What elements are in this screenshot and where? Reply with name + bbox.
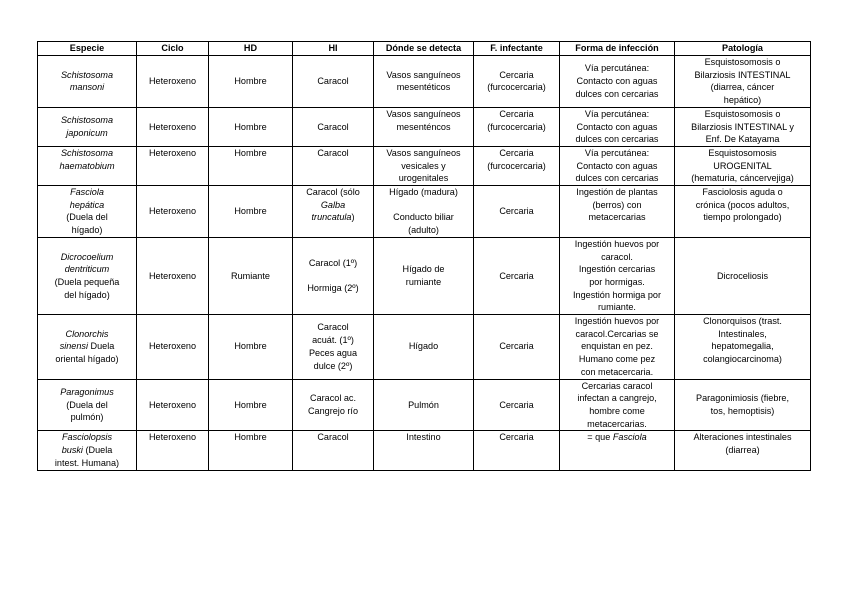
header-hd: HD xyxy=(209,42,293,56)
cell-line: Hormiga (2º) xyxy=(307,283,359,294)
cell-line: Cercarias caracol xyxy=(581,380,653,391)
cell-hi xyxy=(293,315,374,380)
cell-especie xyxy=(38,315,137,380)
cell-patologia: Dicroceliosis xyxy=(675,237,811,314)
cell-forma xyxy=(560,237,675,314)
cell-forma xyxy=(560,56,675,108)
species-name: Fasciola xyxy=(612,432,647,443)
cell-line: crónica (pocos adultos, xyxy=(695,199,790,210)
cell-especie xyxy=(38,237,137,314)
header-especie: Especie xyxy=(38,42,137,56)
cell-line: Contacto con aguas xyxy=(576,76,658,87)
cell-donde xyxy=(374,186,474,238)
cell-line: por hormigas. xyxy=(589,276,645,287)
cell-line: Vía percutánea: xyxy=(584,108,650,119)
species-name: Galba xyxy=(320,199,346,210)
species-common-name: pulmón) xyxy=(70,412,104,423)
cell-line: Vasos sanguíneos xyxy=(386,69,461,80)
cell-hi xyxy=(293,237,374,314)
cell-ciclo: Heteroxeno xyxy=(137,315,209,380)
cell-hd: Hombre xyxy=(209,107,293,146)
cell-line: Hígado de xyxy=(402,264,445,275)
cell-line: enquistan en pez. xyxy=(581,341,653,352)
species-name: buski xyxy=(61,445,83,456)
cell-line: Conducto biliar xyxy=(393,212,454,223)
table-row xyxy=(38,186,811,238)
species-common-name: (Duela xyxy=(82,445,113,456)
cell-hd: Hombre xyxy=(209,146,293,185)
cell-line: Esquistosomosis o xyxy=(704,57,781,67)
cell-hi xyxy=(293,186,374,238)
cell-line: (diarrea) xyxy=(725,445,760,456)
cell-line: acuát. (1º) xyxy=(312,335,354,346)
species-common-name: (Duela del xyxy=(66,212,108,223)
cell-line: mesentéticos xyxy=(396,82,451,93)
species-common-name: hígado) xyxy=(71,225,103,236)
cell-hd: Hombre xyxy=(209,56,293,108)
spacer xyxy=(375,199,472,212)
cell-line: urogenitales xyxy=(398,173,449,184)
cell-forma xyxy=(560,186,675,238)
species-name: truncatula xyxy=(311,212,352,223)
species-common-name: del hígado) xyxy=(64,289,110,300)
cell-f-infectante xyxy=(474,107,560,146)
cell-donde: Pulmón xyxy=(374,379,474,431)
header-ciclo: Ciclo xyxy=(137,42,209,56)
cell-line: UROGENITAL xyxy=(713,160,772,171)
cell-especie xyxy=(38,107,137,146)
cell-line: Clonorquisos (trast. xyxy=(703,316,782,327)
cell-hi: Caracol xyxy=(293,107,374,146)
cell-line: Hígado (madura) xyxy=(389,187,458,198)
cell-line: metacercarias. xyxy=(587,418,647,429)
cell-line: dulces con cercarias xyxy=(575,173,659,184)
cell-patologia xyxy=(675,315,811,380)
table-row xyxy=(38,237,811,314)
cell-line: tos, hemoptisis) xyxy=(710,405,775,416)
cell-f-infectante: Cercaria xyxy=(474,237,560,314)
cell-donde xyxy=(374,146,474,185)
cell-ciclo: Heteroxeno xyxy=(137,431,209,470)
table-row xyxy=(38,431,811,470)
species-name: Dicrocoelium xyxy=(60,251,114,262)
cell-line: Cercaria xyxy=(499,147,534,158)
cell-especie xyxy=(38,379,137,431)
cell-line: Caracol ac. xyxy=(310,393,356,404)
cell-hd: Hombre xyxy=(209,379,293,431)
cell-line: Vasos sanguíneos xyxy=(386,147,461,158)
spacer xyxy=(294,270,372,283)
species-name: haematobium xyxy=(59,160,115,171)
species-name: mansoni xyxy=(69,82,105,93)
species-name: hepática xyxy=(69,199,105,210)
cell-ciclo: Heteroxeno xyxy=(137,56,209,108)
species-name: Paragonimus xyxy=(60,386,114,397)
cell-especie xyxy=(38,146,137,185)
cell-line: Vía percutánea: xyxy=(584,147,650,158)
cell-ciclo: Heteroxeno xyxy=(137,107,209,146)
parasite-table xyxy=(37,41,811,471)
species-name: Fasciola xyxy=(70,187,104,198)
cell-line: (furcocercaria) xyxy=(487,121,546,132)
species-name: japonicum xyxy=(66,127,108,138)
cell-line: rumiante. xyxy=(598,302,636,313)
cell-line: hepatomegalia, xyxy=(711,341,774,352)
cell-line: vesicales y xyxy=(401,160,446,171)
cell-donde: Hígado xyxy=(374,315,474,380)
cell-line: tiempo prolongado) xyxy=(703,212,782,223)
cell-line: infectan a cangrejo, xyxy=(577,393,657,404)
cell-line: Ingestión huevos por xyxy=(574,316,660,327)
cell-ciclo: Heteroxeno xyxy=(137,146,209,185)
cell-ciclo: Heteroxeno xyxy=(137,379,209,431)
cell-line: Cercaria xyxy=(499,108,534,119)
cell-line xyxy=(39,340,135,353)
cell-line: rumiante xyxy=(405,276,442,287)
cell-patologia xyxy=(675,146,811,185)
cell-f-infectante: Cercaria xyxy=(474,315,560,380)
cell-line: Peces agua xyxy=(308,347,358,358)
species-name: Schistosoma xyxy=(60,69,114,80)
cell-hi: Caracol xyxy=(293,146,374,185)
cell-f-infectante: Cercaria xyxy=(474,186,560,238)
cell-especie xyxy=(38,56,137,108)
cell-line: Ingestión hormiga por xyxy=(573,289,661,300)
cell-donde xyxy=(374,237,474,314)
cell-line: Cercaria xyxy=(499,69,534,80)
header-patologia: Patología xyxy=(675,42,811,56)
cell-text: = que xyxy=(587,432,613,443)
cell-hd: Rumiante xyxy=(209,237,293,314)
cell-hd: Hombre xyxy=(209,315,293,380)
cell-line: Contacto con aguas xyxy=(576,160,658,171)
cell-line: Vía percutánea: xyxy=(584,63,650,74)
cell-line: Caracol xyxy=(317,322,349,333)
cell-line: Intestinales, xyxy=(718,328,767,339)
cell-line: Vasos sanguíneos xyxy=(386,108,461,119)
cell-line: Esquistosomosis xyxy=(708,147,777,158)
cell-hi xyxy=(293,379,374,431)
cell-hd: Hombre xyxy=(209,431,293,470)
cell-forma xyxy=(560,315,675,380)
cell-line: caracol.Cercarias se xyxy=(575,328,659,339)
cell-line: (hematuria, cáncervejiga) xyxy=(691,173,794,184)
species-common-name: (Duela del xyxy=(66,399,108,410)
table-row xyxy=(38,379,811,431)
cell-line: Bilarziosis INTESTINAL y xyxy=(691,121,794,132)
cell-line: (adulto) xyxy=(408,225,439,236)
cell-line xyxy=(39,444,135,457)
species-name: Fasciolopsis xyxy=(61,432,113,443)
species-common-name: oriental hígado) xyxy=(55,354,119,365)
cell-line: Alteraciones intestinales xyxy=(693,432,792,443)
cell-line: Contacto con aguas xyxy=(576,121,658,132)
cell-patologia xyxy=(675,107,811,146)
cell-line: mesenténcos xyxy=(396,121,451,132)
cell-patologia xyxy=(675,431,811,470)
cell-ciclo: Heteroxeno xyxy=(137,186,209,238)
table-row xyxy=(38,107,811,146)
cell-patologia xyxy=(675,379,811,431)
header-donde: Dónde se detecta xyxy=(374,42,474,56)
cell-line: hombre come xyxy=(589,405,645,416)
header-hi: HI xyxy=(293,42,374,56)
cell-line xyxy=(294,211,372,224)
cell-line: dulce (2º) xyxy=(313,360,353,371)
cell-line: Caracol (1º) xyxy=(308,257,358,268)
species-name: Clonorchis xyxy=(65,328,109,339)
species-common-name: (Duela pequeña xyxy=(54,276,120,287)
cell-line: Ingestión huevos por xyxy=(574,238,660,249)
cell-especie xyxy=(38,431,137,470)
cell-text: ) xyxy=(351,212,355,223)
cell-line: (furcocercaria) xyxy=(487,82,546,93)
cell-especie xyxy=(38,186,137,238)
cell-patologia xyxy=(675,186,811,238)
table-row xyxy=(38,56,811,108)
cell-donde xyxy=(374,56,474,108)
cell-forma xyxy=(560,431,675,470)
species-name: Schistosoma xyxy=(60,115,114,126)
cell-donde: Intestino xyxy=(374,431,474,470)
cell-line: metacercarias xyxy=(588,212,646,223)
cell-forma xyxy=(560,379,675,431)
cell-line: Cangrejo río xyxy=(307,405,359,416)
cell-line: hepático) xyxy=(723,95,762,106)
cell-f-infectante: Cercaria xyxy=(474,431,560,470)
cell-forma xyxy=(560,146,675,185)
cell-line: caracol. xyxy=(601,251,633,262)
cell-hi: Caracol xyxy=(293,56,374,108)
cell-line: con metacercaria. xyxy=(580,366,654,377)
cell-donde xyxy=(374,107,474,146)
cell-line: Ingestión de plantas xyxy=(576,187,658,198)
cell-line: (diarrea, cáncer xyxy=(710,82,775,93)
cell-line: Enf. De Katayama xyxy=(705,134,780,145)
cell-line: (berros) con xyxy=(592,199,642,210)
header-row xyxy=(38,42,811,56)
species-common-name: intest. Humana) xyxy=(54,457,120,468)
species-name: dentriticum xyxy=(64,264,110,275)
cell-line: Paragonimiosis (fiebre, xyxy=(696,393,789,404)
cell-line: Bilarziosis INTESTINAL xyxy=(694,69,791,80)
cell-f-infectante: Cercaria xyxy=(474,379,560,431)
cell-line: Ingestión cercarias xyxy=(578,264,656,275)
table-row xyxy=(38,315,811,380)
cell-ciclo: Heteroxeno xyxy=(137,237,209,314)
header-f-infectante: F. infectante xyxy=(474,42,560,56)
cell-forma xyxy=(560,107,675,146)
cell-line: Esquistosomosis o xyxy=(704,108,781,119)
cell-hd: Hombre xyxy=(209,186,293,238)
cell-line: Humano come pez xyxy=(578,354,656,365)
cell-f-infectante xyxy=(474,56,560,108)
cell-line: (furcocercaria) xyxy=(487,160,546,171)
cell-patologia xyxy=(675,56,811,108)
cell-line: dulces con cercarias xyxy=(575,88,659,99)
header-forma: Forma de infección xyxy=(560,42,675,56)
cell-hi: Caracol xyxy=(293,431,374,470)
species-name: sinensi xyxy=(59,341,88,352)
cell-line: colangiocarcinoma) xyxy=(703,354,782,365)
cell-line: Fasciolosis aguda o xyxy=(702,187,783,198)
cell-line: dulces con cercarias xyxy=(575,134,659,145)
cell-line: Caracol (sólo xyxy=(306,187,360,198)
table-row xyxy=(38,146,811,185)
cell-f-infectante xyxy=(474,146,560,185)
species-name: Schistosoma xyxy=(60,147,114,158)
species-common-name: Duela xyxy=(88,341,115,352)
